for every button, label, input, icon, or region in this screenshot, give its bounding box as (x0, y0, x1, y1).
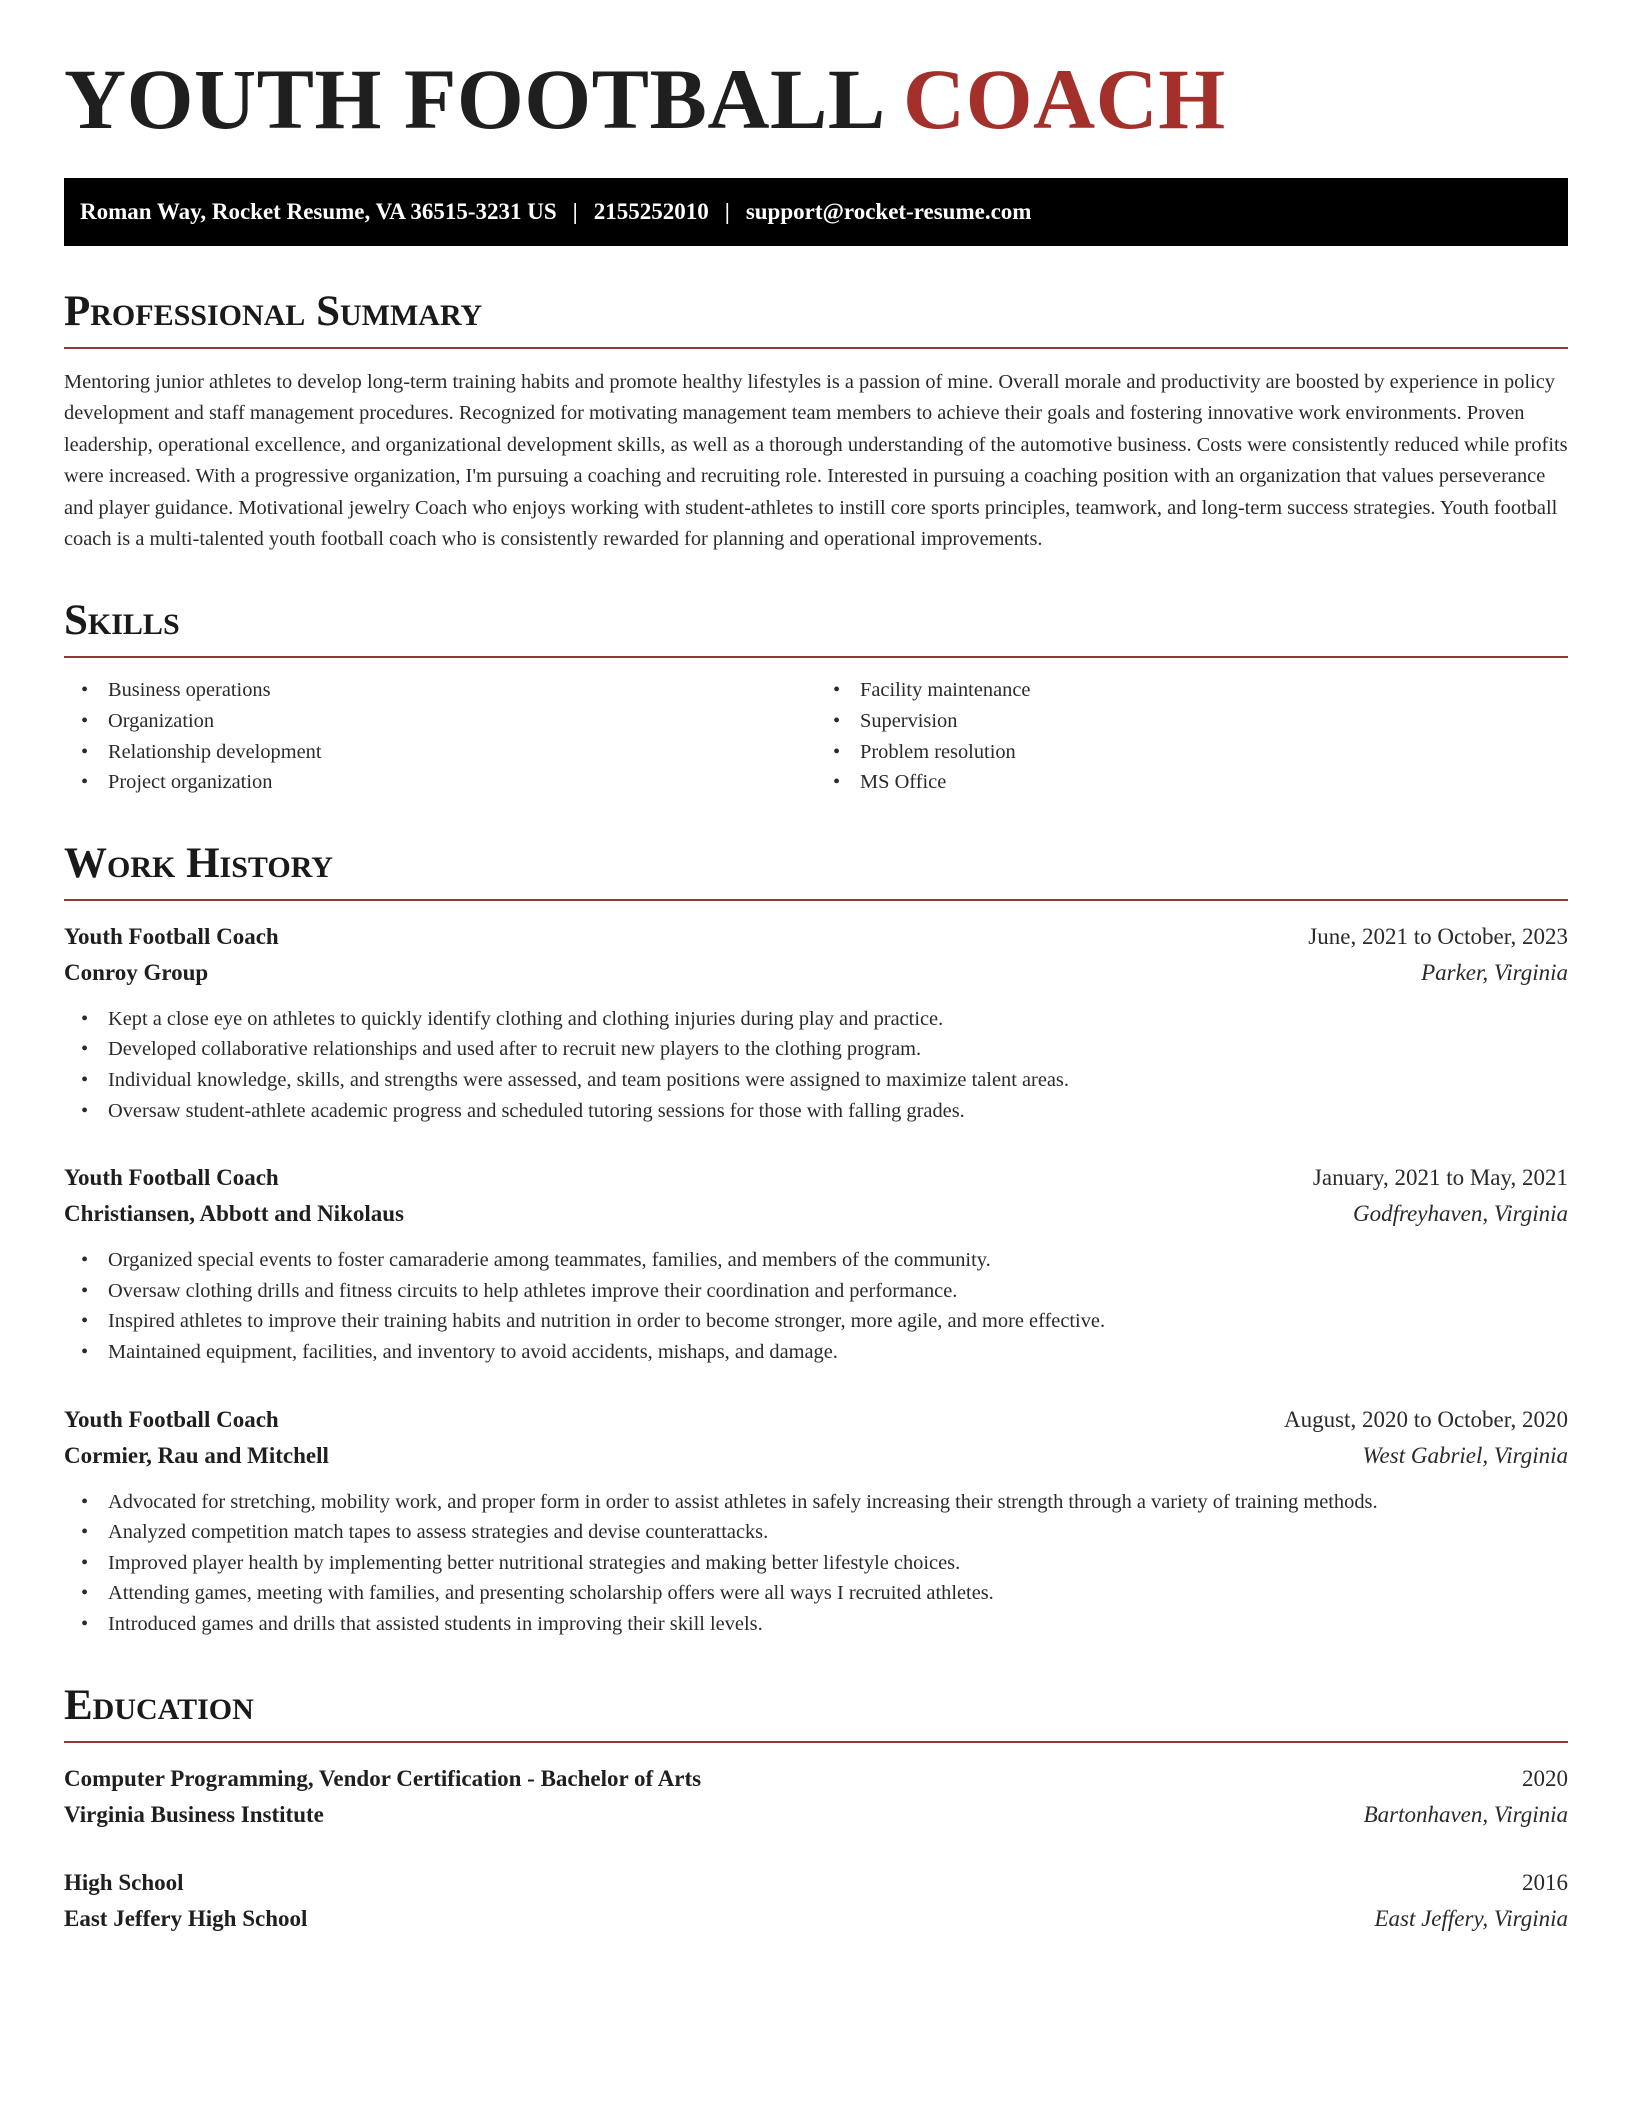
job-company: Conroy Group (64, 959, 209, 985)
education-entry (64, 1865, 1568, 1937)
skills-heading: Skills (64, 599, 1568, 658)
contact-phone: 2155252010 (593, 199, 709, 224)
education-degree: Computer Programming, Vendor Certification - Bachelor of Arts (64, 1765, 702, 1791)
job-duty: • Improved player health by implementing better nutritional strategies and making better lifestyle choices. (64, 1548, 1568, 1579)
education-entry (64, 1761, 1568, 1833)
job-company: Christiansen, Abbott and Nikolaus (64, 1201, 404, 1227)
skills-column-right (816, 675, 1568, 797)
skill-item: • Problem resolution (816, 737, 1568, 768)
job-duties (64, 1487, 1568, 1640)
job-duty: • Kept a close eye on athletes to quickly identify clothing and clothing injuries during play and practice. (64, 1004, 1568, 1035)
contact-email: support@rocket-resume.com (745, 199, 1032, 224)
job-duty: • Analyzed competition match tapes to assess strategies and devise counterattacks. (64, 1517, 1568, 1548)
job-duties (64, 1004, 1568, 1126)
contact-address: Roman Way, Rocket Resume, VA 36515-3231 US (80, 199, 557, 224)
skill-item: • Project organization (64, 767, 816, 798)
job-duty: • Inspired athletes to improve their training habits and nutrition in order to become stronger, more agile, and more effective. (64, 1306, 1568, 1337)
education-heading: Education (64, 1684, 1568, 1743)
job-duty: • Introduced games and drills that assisted students in improving their skill levels. (64, 1609, 1568, 1640)
job-duty: • Individual knowledge, skills, and strengths were assessed, and team positions were assigned to maximize talent areas. (64, 1065, 1568, 1096)
job-location: West Gabriel, Virginia (1362, 1442, 1568, 1468)
job-location: Godfreyhaven, Virginia (1352, 1201, 1568, 1227)
job-company: Cormier, Rau and Mitchell (64, 1442, 329, 1468)
skill-item: • Relationship development (64, 737, 816, 768)
job-title: Youth Football Coach (64, 1165, 279, 1191)
education-degree: High School (64, 1869, 184, 1895)
job-duty: • Organized special events to foster camaraderie among teammates, families, and members of the community. (64, 1245, 1568, 1276)
contact-separator: | (724, 199, 730, 224)
job-duty: • Oversaw clothing drills and fitness circuits to help athletes improve their coordination and performance. (64, 1276, 1568, 1307)
job-title: Youth Football Coach (64, 923, 279, 949)
skill-item: • Business operations (64, 675, 816, 706)
job-duty: • Oversaw student-athlete academic progress and scheduled tutoring sessions for those with falling grades. (64, 1096, 1568, 1127)
work-history-heading: Work History (64, 842, 1568, 901)
job-location: Parker, Virginia (1421, 959, 1568, 985)
skill-item: • Facility maintenance (816, 675, 1568, 706)
education-school: East Jeffery High School (64, 1905, 308, 1931)
job-title: Youth Football Coach (64, 1406, 279, 1432)
title-main: YOUTH FOOTBALL (64, 51, 881, 147)
skill-item: • Supervision (816, 706, 1568, 737)
job-duty: • Advocated for stretching, mobility work, and proper form in order to assist athletes in safely increasing their strength through a variety of training methods. (64, 1487, 1568, 1518)
skills-list (64, 675, 1568, 797)
job-dates: June, 2021 to October, 2023 (1308, 923, 1568, 949)
education-location: East Jeffery, Virginia (1374, 1905, 1568, 1931)
summary-text: Mentoring junior athletes to develop long-term training habits and promote healthy lifestyles is a passion of mine. Overall morale and productivity are boosted by experience in policy development and staff management procedures. Recognized for motivating management team members to achieve their goals and fostering innovative work environments. Proven leadership, operational excellence, and organizational development skills, as well as a thorough understanding of the automotive business. Costs were consistently reduced while profits were increased. With a progressive organization, I'm pursuing a coaching and recruiting role. Interested in pursuing a coaching position with an organization that values perseverance and player guidance. Motivational jewelry Coach who enjoys working with student-athletes to instill core sports principles, teamwork, and long-term success strategies. Youth football coach is a multi-talented youth football coach who is consistently rewarded for planning and operational improvements. (64, 371, 1568, 551)
summary-heading: Professional Summary (64, 290, 1568, 349)
job-duty: • Attending games, meeting with families, and presenting scholarship offers were all ways I recruited athletes. (64, 1578, 1568, 1609)
education-location: Bartonhaven, Virginia (1363, 1801, 1568, 1827)
contact-separator: | (572, 199, 578, 224)
skills-column-left (64, 675, 816, 797)
job-dates: August, 2020 to October, 2020 (1284, 1406, 1568, 1432)
job-entry (64, 1402, 1568, 1640)
title-accent: COACH (903, 51, 1226, 147)
job-duty: • Developed collaborative relationships and used after to recruit new players to the clothing program. (64, 1034, 1568, 1065)
resume-title (64, 0, 1568, 147)
education-year: 2016 (1522, 1869, 1568, 1895)
skill-item: • Organization (64, 706, 816, 737)
job-entry (64, 1160, 1568, 1367)
job-dates: January, 2021 to May, 2021 (1312, 1165, 1568, 1191)
education-school: Virginia Business Institute (64, 1801, 324, 1827)
job-entry (64, 919, 1568, 1126)
skill-item: • MS Office (816, 767, 1568, 798)
education-year: 2020 (1522, 1765, 1568, 1791)
job-duty: • Maintained equipment, facilities, and inventory to avoid accidents, mishaps, and damage. (64, 1337, 1568, 1368)
job-duties (64, 1245, 1568, 1367)
contact-bar (64, 178, 1568, 246)
